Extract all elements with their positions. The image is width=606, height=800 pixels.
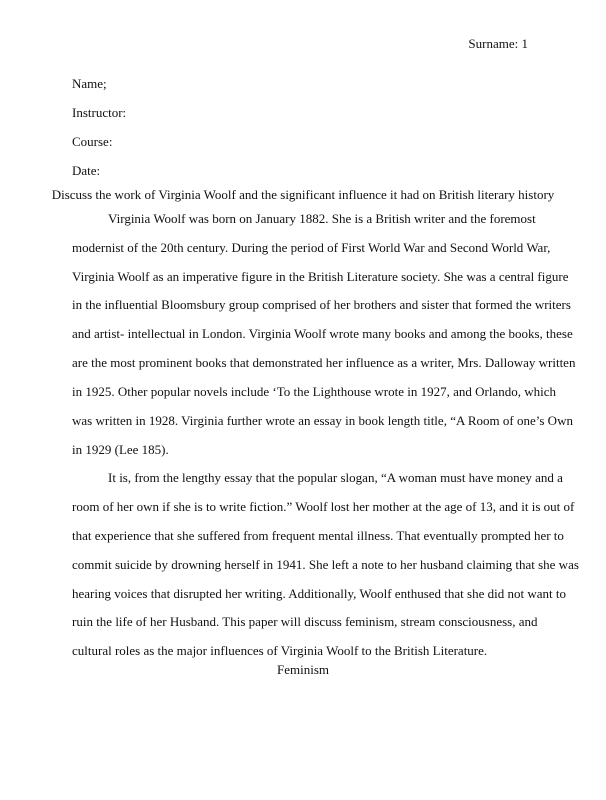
paragraph-line: ruin the life of her Husband. This paper will discuss feminism, stream consciousness, and xyxy=(72,614,538,629)
paragraph-line: commit suicide by drowning herself in 1941. She left a note to her husband claiming that she was xyxy=(72,557,579,572)
paragraph-line: in the influential Bloomsbury group comprised of her brothers and sister that formed the writers xyxy=(72,297,571,312)
running-head: Surname: 1 xyxy=(468,36,528,51)
heading-date: Date: xyxy=(72,163,101,178)
paragraph-line: cultural roles as the major influences of Virginia Woolf to the British Literature. xyxy=(72,643,488,658)
paragraph-line: in 1925. Other popular novels include ‘To the Lighthouse wrote in 1927, and Orlando, which xyxy=(72,384,556,399)
heading-block xyxy=(72,69,126,185)
paragraph-line: in 1929 (Lee 185). xyxy=(72,442,169,457)
paragraph-line: It is, from the lengthy essay that the popular slogan, “A woman must have money and a xyxy=(108,470,563,485)
paragraph-line: Virginia Woolf as an imperative figure in the British Literature society. She was a central figure xyxy=(72,269,569,284)
heading-instructor: Instructor: xyxy=(72,105,127,120)
paragraph-line: modernist of the 20th century. During the period of First World War and Second World War, xyxy=(72,240,551,255)
paragraph-line: are the most prominent books that demonstrated her influence as a writer, Mrs. Dalloway written xyxy=(72,355,576,370)
paragraph-line: was written in 1928. Virginia further wrote an essay in book length title, “A Room of one’s Own xyxy=(72,413,573,428)
heading-course: Course: xyxy=(72,134,113,149)
essay-title: Discuss the work of Virginia Woolf and the significant influence it had on British literary history xyxy=(51,187,555,202)
paragraph-line: that experience that she suffered from frequent mental illness. That eventually prompted her to xyxy=(72,528,564,543)
heading-name: Name; xyxy=(72,76,107,91)
paragraph-line: Virginia Woolf was born on January 1882. She is a British writer and the foremost xyxy=(108,211,536,226)
section-heading-feminism: Feminism xyxy=(276,662,329,677)
paragraph-line: and artist- intellectual in London. Virginia Woolf wrote many books and among the books, these xyxy=(72,326,573,341)
paragraph-line: hearing voices that disrupted her writing. Additionally, Woolf enthused that she did not want to xyxy=(72,586,566,601)
paragraph-line: room of her own if she is to write fiction.” Woolf lost her mother at the age of 13, and it is out of xyxy=(72,499,575,514)
